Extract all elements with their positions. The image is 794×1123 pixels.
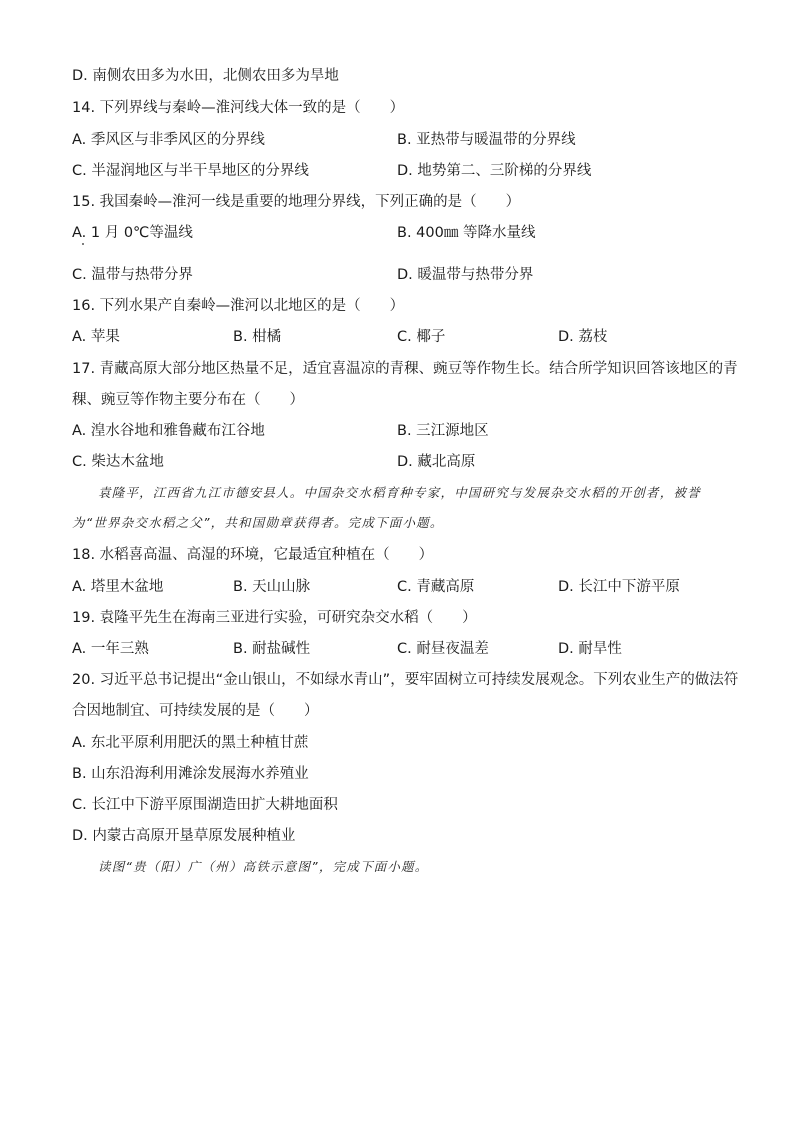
q20-stem-line1: 20. 习近平总书记提出“金山银山，不如绿水青山”，要牢固树立可持续发展观念。下列农业生产的做法符 — [72, 672, 739, 688]
q17-option-d: D. 藏北高原 — [397, 454, 476, 470]
q16-option-b: B. 柑橘 — [233, 329, 282, 345]
q16-option-c: C. 椰子 — [397, 329, 446, 345]
q20-option-d: D. 内蒙古高原开垦草原发展种植业 — [72, 828, 296, 844]
q18-option-b: B. 天山山脉 — [233, 579, 311, 595]
q14-option-b: B. 亚热带与暖温带的分界线 — [397, 132, 576, 148]
q16-stem: 16. 下列水果产自秦岭—淮河以北地区的是（ ） — [72, 298, 405, 314]
q17-option-c: C. 柴达木盆地 — [72, 454, 164, 470]
q15-option-c: C. 温带与热带分界 — [72, 267, 193, 283]
passage-map-intro — [72, 857, 722, 877]
q15-stem: 15. 我国秦岭—淮河一线是重要的地理分界线，下列正确的是（ ） — [72, 194, 521, 210]
q18-option-c: C. 青藏高原 — [397, 579, 475, 595]
q18-option-d: D. 长江中下游平原 — [558, 579, 680, 595]
q19-option-b: B. 耐盐碱性 — [233, 641, 311, 657]
q15-option-a: A. 1 月 0℃等温线 — [72, 225, 193, 241]
q19-option-c: C. 耐昼夜温差 — [397, 641, 489, 657]
q19-option-a: A. 一年三熟 — [72, 641, 149, 657]
q18-option-a: A. 塔里木盆地 — [72, 579, 164, 595]
q20-option-b: B. 山东沿海利用滩涂发展海水养殖业 — [72, 766, 309, 782]
q16-option-a: A. 苹果 — [72, 329, 120, 345]
q17-stem-line1: 17. 青藏高原大部分地区热量不足，适宜喜温凉的青稞、豌豆等作物生长。结合所学知识回答该地区的青 — [72, 361, 738, 377]
q15-option-b: B. 400㎜ 等降水量线 — [397, 225, 536, 241]
q14-option-c: C. 半湿润地区与半干旱地区的分界线 — [72, 163, 309, 179]
q13-option-d: D. 南侧农田多为水田，北侧农田多为旱地 — [72, 68, 339, 84]
q18-stem: 18. 水稻喜高温、高湿的环境，它最适宜种植在（ ） — [72, 547, 434, 563]
q14-option-a: A. 季风区与非季风区的分界线 — [72, 132, 265, 148]
passage-yuan-longping — [72, 483, 722, 533]
q19-stem: 19. 袁隆平先生在海南三亚进行实验，可研究杂交水稻（ ） — [72, 610, 477, 626]
q20-stem-line2: 合因地制宜、可持续发展的是（ ） — [72, 703, 319, 719]
q17-option-b: B. 三江源地区 — [397, 423, 489, 439]
q20-option-a: A. 东北平原利用肥沃的黑土种植甘蔗 — [72, 735, 309, 751]
q17-stem-line2: 稞、豌豆等作物主要分布在（ ） — [72, 392, 304, 408]
q19-option-d: D. 耐旱性 — [558, 641, 622, 657]
q17-option-a: A. 湟水谷地和雅鲁藏布江谷地 — [72, 423, 265, 439]
stray-mark — [82, 243, 84, 245]
q20-option-c: C. 长江中下游平原围湖造田扩大耕地面积 — [72, 797, 338, 813]
passage-line-2: 为“世界杂交水稻之父”，共和国勋章获得者。完成下面小题。 — [72, 515, 444, 530]
passage-map-line: 读图“贵（阳）广（州）高铁示意图”，完成下面小题。 — [98, 859, 429, 874]
q15-option-d: D. 暖温带与热带分界 — [397, 267, 534, 283]
q14-stem: 14. 下列界线与秦岭—淮河线大体一致的是（ ） — [72, 100, 405, 116]
passage-line-1: 袁隆平，江西省九江市德安县人。中国杂交水稻育种专家，中国研究与发展杂交水稻的开创者，被誉 — [98, 485, 701, 500]
q14-option-d: D. 地势第二、三阶梯的分界线 — [397, 163, 592, 179]
q16-option-d: D. 荔枝 — [558, 329, 608, 345]
